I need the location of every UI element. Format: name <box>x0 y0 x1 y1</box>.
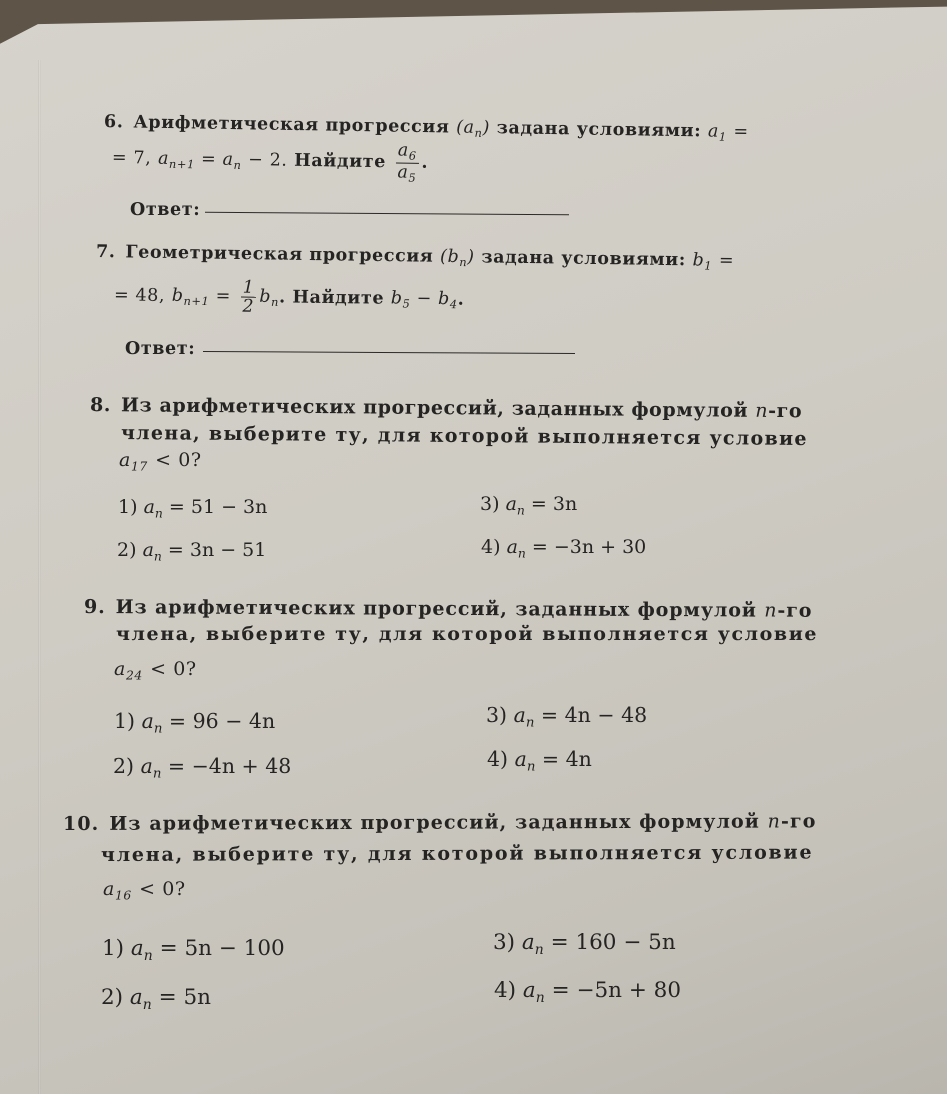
problem-10-n: n <box>767 810 782 833</box>
problem-7-line-2 <box>114 277 465 319</box>
problem-6-answer-label: Ответ: <box>130 200 201 220</box>
problem-8-text: Из арифметических прогрессий, заданных формулой <box>120 394 749 422</box>
problem-10-line-1 <box>63 810 817 835</box>
problem-9-option-3[interactable]: 3) $a_n = 4n - 48$ <box>486 703 648 731</box>
problem-6-recurrence-tail: − 2. <box>248 150 288 171</box>
problem-9-text: Из арифметических прогрессий, заданных формулой <box>115 596 757 622</box>
problem-10-option-2[interactable]: 2) $a_n = 5n$ <box>101 985 211 1013</box>
problem-7-answer-field[interactable] <box>203 351 575 354</box>
problem-10-option-1[interactable]: 1) $a_n = 5n - 100$ <box>102 936 285 964</box>
problem-6-recurrence: $a_{n+1} = a_n$ <box>157 148 242 172</box>
problem-7-answer-label: Ответ: <box>125 339 196 359</box>
problem-7-fraction: $\frac{1}{2}$ <box>242 277 255 318</box>
problem-7-text: Геометрическая прогрессия <box>125 242 434 267</box>
problem-6-answer-field[interactable] <box>205 212 569 216</box>
problem-7-target: $b_5 - b_4$ <box>390 288 458 312</box>
problem-7-recurrence: $b_{n+1}$ = <box>171 286 232 309</box>
problem-6-condition-text: задана условиями: <box>496 118 702 142</box>
problem-6-line-2 <box>112 137 429 185</box>
problem-8-option-4[interactable]: 4) $a_n = -3n + 30$ <box>481 536 647 561</box>
problem-7-bn: $b_n$ <box>259 287 280 310</box>
problem-10-go: -го <box>780 810 817 833</box>
problem-7-b1: $b_1$ <box>692 250 713 273</box>
problem-6-text: Арифметическая прогрессия <box>133 112 450 138</box>
problem-9-n: n <box>764 599 778 622</box>
problem-7-seq: $(b_n)$ <box>439 246 475 270</box>
problem-8-condition: $a_{17} < 0$? <box>119 449 202 474</box>
problem-6-seq: $(a_n)$ <box>456 117 491 140</box>
problem-9-option-4[interactable]: 4) $a_n = 4n$ <box>487 747 592 775</box>
problem-6-a1: $a_1$ <box>707 121 727 144</box>
problem-6-eq: = <box>733 121 749 143</box>
problem-8-number: 8. <box>89 394 112 417</box>
problem-9-condition: $a_{24} < 0$? <box>114 658 197 683</box>
problem-6-period: . <box>421 152 429 173</box>
problem-7-line-1 <box>96 242 734 273</box>
problem-8-go: -го <box>768 399 803 423</box>
problem-8-option-3[interactable]: 3) $a_n = 3n$ <box>480 493 578 518</box>
problem-8-option-1[interactable]: 1) $a_n = 51 - 3n$ <box>118 496 268 521</box>
problem-7-number: 7. <box>95 242 116 263</box>
problem-10-option-3[interactable]: 3) $a_n = 160 - 5n$ <box>493 930 676 958</box>
problem-7-find: . Найдите <box>278 287 385 309</box>
problem-7-eq: = <box>718 250 735 271</box>
problem-9-option-1[interactable]: 1) $a_n = 96 - 4n$ <box>114 709 276 737</box>
problem-10-number: 10. <box>62 812 100 835</box>
problem-6-a1-value: = 7, <box>111 147 152 169</box>
problem-8-line-2: члена, выберите ту, для которой выполняется условие <box>120 422 808 450</box>
problem-9-line-1 <box>84 596 812 622</box>
problem-10-text: Из арифметических прогрессий, заданных формулой <box>109 810 760 835</box>
problem-9-number: 9. <box>83 596 106 619</box>
problem-8-line-1 <box>90 394 802 422</box>
problem-7-condition-text: задана условиями: <box>481 247 687 271</box>
problem-6-fraction: $\frac{a_6}{a_5}$ <box>395 141 419 184</box>
problem-9-go: -го <box>777 599 813 622</box>
problem-9-option-2[interactable]: 2) $a_n = -4n + 48$ <box>113 754 292 782</box>
problem-10-condition: $a_{16} < 0$? <box>103 878 186 903</box>
problem-6-number: 6. <box>103 112 124 133</box>
problem-10-option-4[interactable]: 4) $a_n = -5n + 80$ <box>494 978 682 1006</box>
problem-8-option-2[interactable]: 2) $a_n = 3n - 51$ <box>117 539 267 564</box>
problem-10-line-2: члена, выберите ту, для которой выполняется условие <box>100 841 814 866</box>
problem-8-n: n <box>755 399 769 422</box>
problem-6-find: Найдите <box>294 150 387 173</box>
problem-7-period: . <box>457 289 465 310</box>
problem-9-line-2: члена, выберите ту, для которой выполняется условие <box>116 623 819 645</box>
problem-7-b1-value: = 48, <box>113 285 166 306</box>
